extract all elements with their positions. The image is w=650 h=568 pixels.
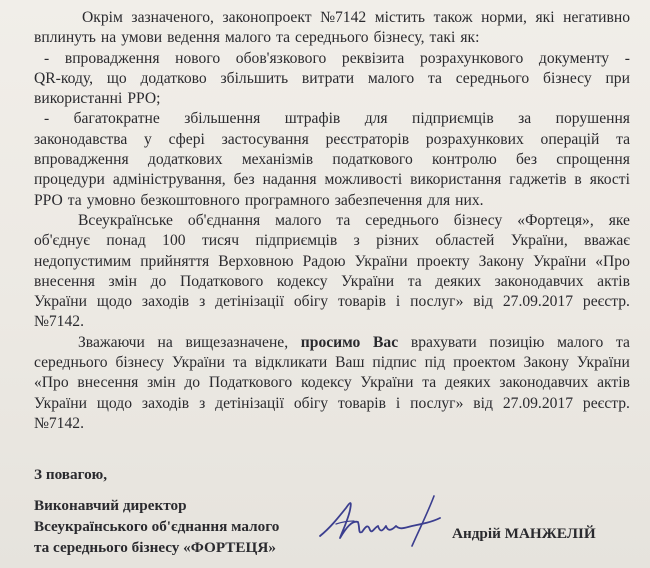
text-line: [34, 211, 630, 231]
text-line: [34, 333, 630, 353]
word: Верховною: [218, 252, 294, 270]
word: з: [199, 394, 206, 412]
paragraph-p3: [34, 109, 630, 210]
word: -: [44, 49, 50, 67]
word: малого: [275, 211, 322, 229]
word: безкоштовного: [140, 191, 240, 209]
word: нового: [175, 49, 221, 67]
word: документу: [538, 49, 610, 67]
word: під: [424, 354, 446, 372]
word: надання: [262, 171, 317, 189]
closing-org-line2: та середнього бізнесу «ФОРТЕЦЯ»: [34, 539, 276, 556]
word: заходів: [141, 394, 190, 412]
word: обов'язкового: [235, 49, 327, 67]
word: середнього: [295, 29, 369, 47]
word: законопроект: [222, 9, 312, 26]
word: заходів: [141, 293, 190, 311]
word: РРО;: [127, 90, 161, 108]
word: операцій: [540, 130, 600, 148]
word: України: [360, 374, 414, 392]
text-line: [34, 272, 630, 292]
word: містить: [374, 9, 425, 26]
word: України: [576, 354, 630, 372]
word: підприємців: [255, 232, 338, 250]
word: малого: [224, 29, 272, 47]
word: №7142.: [34, 313, 84, 331]
word: «Про: [34, 374, 69, 392]
word: Закону: [478, 252, 525, 270]
word: «Фортеця»,: [517, 211, 594, 229]
word: забезпечення: [334, 191, 423, 209]
word: актів: [597, 374, 630, 392]
word: негативно: [563, 9, 630, 26]
word: збільшення: [184, 110, 261, 128]
word: від: [473, 293, 493, 311]
word: послуг»: [410, 394, 464, 412]
word: ведення: [167, 29, 220, 47]
handwritten-signature: [316, 488, 466, 552]
word: якості: [589, 171, 630, 189]
word: проектом: [453, 354, 516, 372]
word: малого: [367, 69, 415, 87]
word: областей: [435, 232, 495, 250]
text-line: [34, 89, 630, 109]
word: Зважаючи: [78, 333, 145, 351]
text-line: [34, 231, 630, 251]
word: без: [233, 171, 255, 189]
text-line: [34, 130, 630, 150]
word: та: [276, 29, 291, 47]
word: механізмів: [241, 151, 314, 169]
word: змін: [108, 272, 138, 290]
word: детінізації: [215, 293, 284, 311]
word: з: [199, 293, 206, 311]
word: реєстраторів: [325, 130, 410, 148]
text-line: [34, 373, 630, 393]
text-line: [34, 28, 630, 48]
word: для: [364, 110, 388, 128]
word: України,: [510, 232, 568, 250]
word: що: [106, 69, 127, 87]
text-line: [34, 49, 630, 69]
word: вищезазначене,: [185, 333, 289, 351]
word: України: [34, 394, 87, 412]
word: врахувати: [410, 333, 477, 351]
letter-body: [34, 8, 630, 434]
word: змін: [147, 374, 176, 392]
word: №7142: [320, 9, 367, 26]
closing-org-line1: Всеукраїнського об'єднання малого: [34, 518, 280, 535]
word: реквізита: [341, 49, 405, 67]
word: використання: [410, 171, 502, 189]
text-line: [34, 8, 630, 28]
word: актів: [597, 272, 630, 290]
word: у: [144, 130, 152, 148]
word: та: [427, 69, 442, 87]
word: товарів: [338, 394, 386, 412]
word: 27.09.2017: [502, 394, 574, 412]
word: просимо: [300, 333, 361, 351]
word: кодексу: [276, 272, 328, 290]
word: підприємців: [412, 110, 494, 128]
word: об'єднує: [34, 232, 91, 250]
word: за: [518, 110, 532, 128]
word: 27.09.2017: [502, 293, 574, 311]
word: і: [395, 394, 401, 412]
word: такі: [429, 29, 456, 47]
word: з: [353, 232, 360, 250]
word: товарів: [338, 293, 386, 311]
word: та: [422, 374, 437, 392]
word: «Про: [595, 252, 630, 270]
word: багатократне: [73, 110, 160, 128]
word: обігу: [293, 293, 329, 311]
word: вплинуть: [34, 29, 96, 47]
word: і: [395, 293, 401, 311]
paragraph-p1: [34, 8, 630, 49]
word: середнього: [34, 354, 108, 372]
text-line: [34, 353, 630, 373]
word: без: [516, 151, 538, 169]
word: реєстр.: [582, 394, 630, 412]
word: впровадження: [64, 49, 160, 67]
closing-position: Виконавчий директор: [34, 497, 187, 514]
word: законодавчих: [494, 272, 584, 290]
word: різних: [376, 232, 419, 250]
text-line: [34, 69, 630, 89]
word: середнього: [365, 211, 439, 229]
text-line: [34, 312, 630, 332]
word: зазначеного,: [131, 9, 214, 26]
word: умовно: [86, 191, 136, 209]
word: бізнесу: [543, 69, 592, 87]
word: та: [67, 191, 82, 209]
word: та: [615, 333, 630, 351]
signer-name: Андрій МАНЖЕЛІЙ: [452, 525, 596, 542]
paragraph-p2: [34, 49, 630, 110]
word: вважає: [584, 232, 630, 250]
text-line: [34, 109, 630, 129]
paragraph-p4: [34, 211, 630, 333]
word: внесення: [34, 272, 95, 290]
text-line: [34, 252, 630, 272]
word: штрафів: [284, 110, 341, 128]
word: в: [574, 171, 582, 189]
word: бізнесу: [115, 354, 165, 372]
word: бізнесу,: [373, 29, 425, 47]
word: внесення: [77, 374, 139, 392]
word: додатково: [140, 69, 207, 87]
word: позицію: [489, 333, 545, 351]
word: Податкового: [179, 272, 264, 290]
word: середнього: [455, 69, 530, 87]
word: обігу: [293, 394, 329, 412]
text-line: [34, 414, 630, 434]
word: до: [184, 374, 201, 392]
paragraph-p5: [34, 333, 630, 434]
text-line: [34, 394, 630, 414]
word: тисяч: [201, 232, 240, 250]
word: України: [533, 252, 587, 270]
word: РРО: [34, 191, 63, 209]
word: до: [150, 272, 167, 290]
word: щодо: [96, 293, 132, 311]
word: додаткових: [147, 151, 223, 169]
word: розрахункових: [425, 130, 524, 148]
word: порушення: [555, 110, 630, 128]
word: Окрім: [82, 9, 123, 26]
word: реєстр.: [582, 293, 630, 311]
text-line: [34, 292, 630, 312]
word: підпис: [372, 354, 417, 372]
text-line: [34, 150, 630, 170]
word: 100: [162, 232, 186, 250]
word: гаджетів: [509, 171, 567, 189]
word: та: [407, 272, 422, 290]
word: норми,: [481, 9, 527, 26]
word: Ваш: [335, 354, 365, 372]
word: об'єднання: [187, 211, 261, 229]
word: законодавчих: [499, 374, 589, 392]
word: прийняття: [140, 252, 210, 270]
word: податкового: [332, 151, 413, 169]
word: також: [433, 9, 473, 26]
word: Вас: [373, 333, 399, 351]
word: деяких: [435, 272, 482, 290]
word: яке: [608, 211, 630, 229]
word: проекту: [416, 252, 470, 270]
word: спрощення: [556, 151, 630, 169]
word: від: [473, 394, 493, 412]
word: для: [427, 191, 451, 209]
word: детінізації: [215, 394, 284, 412]
word: малого: [557, 333, 604, 351]
word: та: [232, 354, 247, 372]
word: України: [172, 354, 226, 372]
word: них.: [455, 191, 484, 209]
word: -: [624, 49, 630, 67]
word: на: [157, 333, 173, 351]
closing-regards: З повагою,: [34, 466, 108, 483]
word: Радою: [302, 252, 346, 270]
word: законодавства: [34, 130, 128, 148]
word: застосування: [221, 130, 309, 148]
word: умови: [121, 29, 163, 47]
word: впровадження: [34, 151, 129, 169]
word: Податкового: [208, 374, 293, 392]
word: адміністрування,: [112, 171, 226, 189]
text-line: [34, 170, 630, 190]
word: бізнесу: [453, 211, 503, 229]
word: та: [336, 211, 351, 229]
word: щодо: [96, 394, 132, 412]
word: на: [100, 29, 117, 47]
word: процедури: [34, 171, 105, 189]
word: при: [605, 69, 630, 87]
word: які: [535, 9, 555, 26]
word: програмного: [244, 191, 330, 209]
word: недопустимим: [34, 252, 132, 270]
word: деяких: [444, 374, 491, 392]
word: кодексу: [300, 374, 352, 392]
word: збільшить: [220, 69, 289, 87]
word: як:: [460, 29, 480, 47]
word: відкликати: [254, 354, 328, 372]
word: використанні: [34, 90, 123, 108]
word: -: [44, 110, 50, 128]
word: сфері: [168, 130, 205, 148]
word: та: [616, 130, 630, 148]
word: №7142.: [34, 414, 84, 432]
text-line: [34, 191, 630, 211]
word: Закону: [523, 354, 569, 372]
word: понад: [106, 232, 146, 250]
word: України: [354, 252, 408, 270]
word: можливості: [324, 171, 403, 189]
word: витрати: [301, 69, 355, 87]
word: послуг»: [410, 293, 464, 311]
word: України: [34, 293, 87, 311]
word: України: [341, 272, 395, 290]
word: розрахункового: [419, 49, 524, 67]
word: контролю: [432, 151, 497, 169]
word: Всеукраїнське: [78, 211, 173, 229]
word: QR-коду,: [34, 69, 94, 87]
